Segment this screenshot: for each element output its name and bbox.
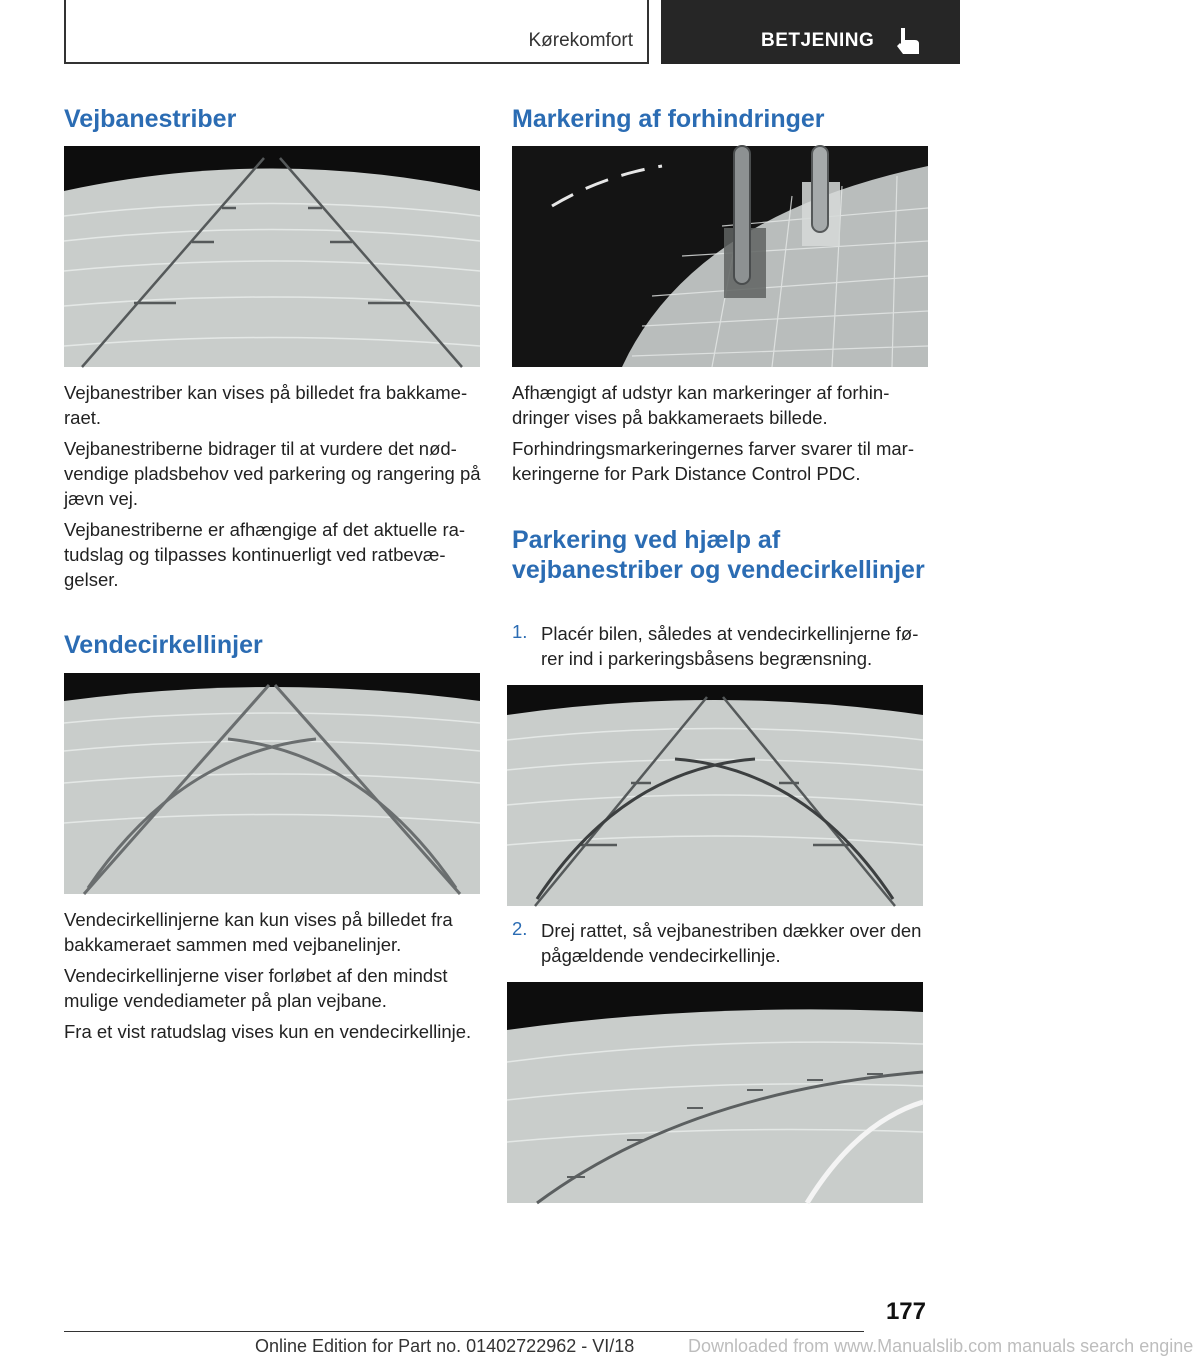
- step-1-text: Placér bilen, således at vendecirkellinjerne fø‐rer ind i parkeringsbåsens begrænsning.: [541, 623, 919, 669]
- para-lane-2: Vejbanestriberne bidrager til at vurdere det nød‐vendige pladsbehov ved parkering og rangering på jævn vej.: [64, 438, 481, 509]
- heading-vejbanestriber: Vejbanestriber: [64, 105, 237, 133]
- figure-lane-lines: [64, 146, 480, 367]
- para-lane-1: Vejbanestriber kan vises på billedet fra bakkame‐raet.: [64, 382, 468, 428]
- header-section-title: Kørekomfort: [528, 30, 633, 51]
- footer-edition: Online Edition for Part no. 01402722962 - VI/18: [255, 1336, 635, 1356]
- para-lane-3: Vejbanestriberne er afhængige af det aktuelle ra‐tudslag og tilpasses kontinuerligt ved ratbevæ‐gelser.: [64, 519, 466, 590]
- footer-watermark: Downloaded from www.Manualslib.com manuals search engine: [688, 1336, 1193, 1356]
- figure-turning-circle-lines: [64, 673, 480, 894]
- header-section-box: [64, 0, 649, 64]
- para-turn-1: Vendecirkellinjerne kan kun vises på billedet fra bakkameraet sammen med vejbanelinjer.: [64, 909, 453, 955]
- figure-step-1: [507, 685, 923, 906]
- figure-obstacle-markings: [512, 146, 928, 367]
- heading-vendecirkellinjer: Vendecirkellinjer: [64, 631, 263, 659]
- heading-markering: Markering af forhindringer: [512, 105, 825, 133]
- step-1-number: 1.: [512, 621, 528, 642]
- header-chapter-title: BETJENING: [761, 30, 875, 51]
- step-2-number: 2.: [512, 918, 528, 939]
- figure-step-2: [507, 982, 923, 1203]
- step-2-text: Drej rattet, så vejbanestriben dækker over den pågældende vendecirkellinje.: [541, 920, 922, 966]
- page-number: 177: [885, 1298, 926, 1325]
- pointing-hand-icon: [893, 26, 921, 56]
- para-turn-3: Fra et vist ratudslag vises kun en vendecirkellinje.: [64, 1021, 472, 1042]
- para-obstacle-1: Afhængigt af udstyr kan markeringer af forhin‐dringer vises på bakkameraets billede.: [512, 382, 890, 428]
- para-obstacle-2: Forhindringsmarkeringernes farver svarer til mar‐keringerne for Park Distance Control PDC.: [512, 438, 914, 484]
- para-turn-2: Vendecirkellinjerne viser forløbet af den mindst mulige vendediameter på plan vejbane.: [64, 965, 448, 1011]
- footer-rule: [64, 1331, 864, 1332]
- heading-parkering: Parkering ved hjælp af vejbanestriber og vendecirkellinjer: [512, 526, 925, 584]
